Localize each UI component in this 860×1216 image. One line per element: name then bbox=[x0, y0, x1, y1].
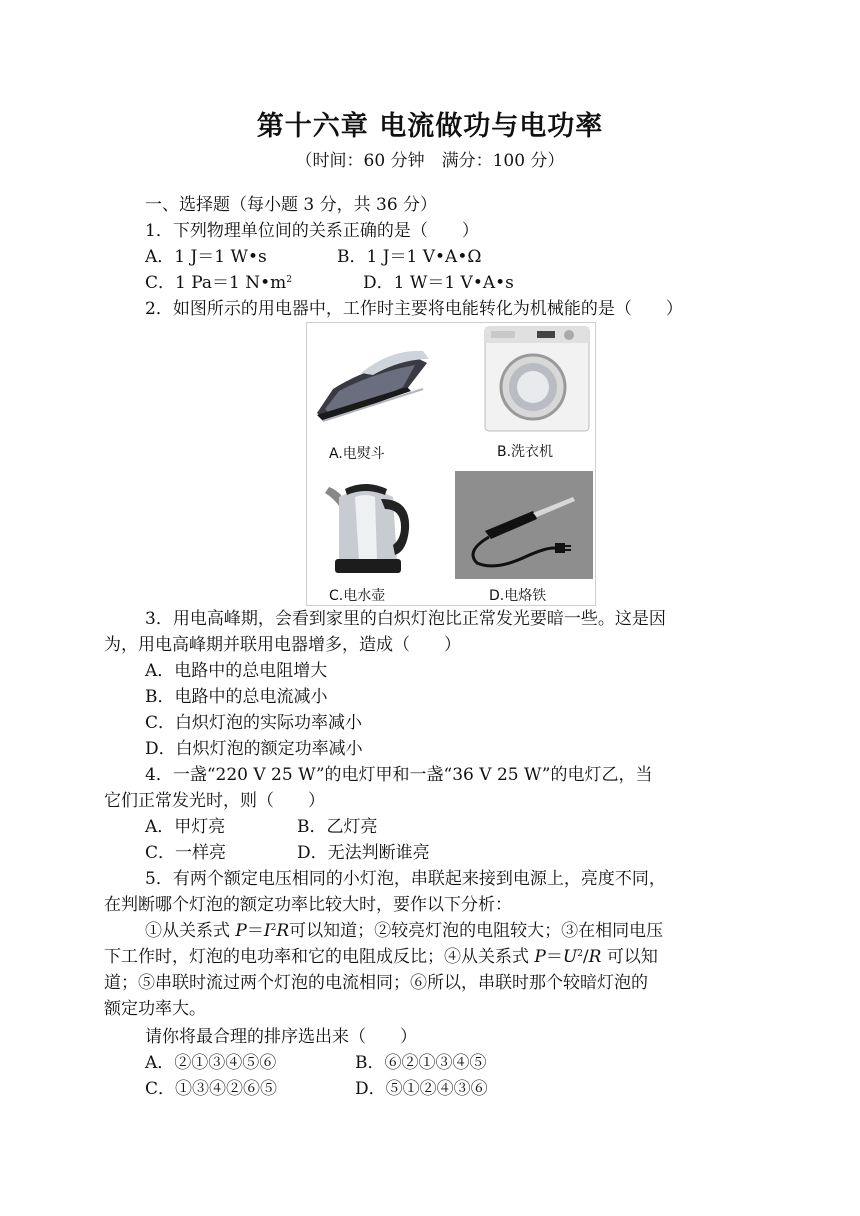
caption-c: C.电水壶 bbox=[329, 588, 386, 604]
q1-option-c: C．1 Pa＝1 $N•m^2$ bbox=[145, 273, 293, 293]
question-1-stem: 1．下列物理单位间的关系正确的是（ ） bbox=[145, 221, 479, 241]
question-3-stem-line2: 为，用电高峰期并联用电器增多，造成（ ） bbox=[104, 635, 461, 655]
q1-option-d: D．1 W＝1 V•A•s bbox=[363, 273, 514, 293]
section-heading: 一、选择题（每小题 3 分，共 36 分） bbox=[145, 195, 438, 215]
q5-option-a: A．②①③④⑤⑥ bbox=[145, 1053, 277, 1073]
caption-b: B.洗衣机 bbox=[497, 444, 554, 460]
q5-option-d: D．⑤①②④③⑥ bbox=[355, 1079, 488, 1099]
q5-analysis-line4: 额定功率大。 bbox=[104, 999, 206, 1019]
q3-option-d: D．白炽灯泡的额定功率减小 bbox=[145, 739, 363, 759]
question-2-stem: 2．如图所示的用电器中，工作时主要将电能转化为机械能的是（ ） bbox=[145, 299, 683, 319]
q3-option-b: B．电路中的总电流减小 bbox=[145, 687, 328, 707]
q3-option-a: A．电路中的总电阻增大 bbox=[145, 661, 328, 681]
question-3-stem-line1: 3．用电高峰期，会看到家里的白炽灯泡比正常发光要暗一些。这是因 bbox=[145, 609, 666, 629]
electric-iron-image bbox=[311, 329, 439, 437]
caption-d: D.电烙铁 bbox=[489, 588, 547, 604]
question-5-stem-line1: 5．有两个额定电压相同的小灯泡，串联起来接到电源上，亮度不同， bbox=[145, 869, 666, 889]
q4-option-b: B．乙灯亮 bbox=[297, 817, 378, 837]
caption-a: A.电熨斗 bbox=[329, 446, 385, 462]
appliance-figure bbox=[306, 322, 596, 606]
question-4-stem-line2: 它们正常发光时，则（ ） bbox=[104, 791, 325, 811]
q1-option-a: A．1 J＝1 W•s bbox=[145, 247, 267, 267]
electric-kettle-image bbox=[315, 469, 415, 579]
question-4-stem-line1: 4．一盏“220 V 25 W”的电灯甲和一盏“36 V 25 W”的电灯乙，当 bbox=[145, 765, 653, 785]
q3-option-c: C．白炽灯泡的实际功率减小 bbox=[145, 713, 363, 733]
q5-analysis-line2: 下工作时，灯泡的电功率和它的电阻成反比；④从关系式 $P=U^2/R$ 可以知 bbox=[104, 947, 658, 967]
soldering-iron-image bbox=[455, 471, 593, 579]
q1-option-b: B．1 J＝1 V•A•Ω bbox=[337, 247, 482, 267]
q4-option-d: D．无法判断谁亮 bbox=[297, 843, 430, 863]
question-5-stem-line2: 在判断哪个灯泡的额定功率比较大时，要作以下分析： bbox=[104, 895, 512, 915]
q4-option-a: A．甲灯亮 bbox=[145, 817, 226, 837]
page-title: 第十六章 电流做功与电功率 bbox=[256, 111, 604, 142]
washing-machine-image bbox=[483, 325, 591, 433]
q5-ask: 请你将最合理的排序选出来（ ） bbox=[145, 1027, 417, 1047]
q4-option-c: C．一样亮 bbox=[145, 843, 227, 863]
q5-option-b: B．⑥②①③④⑤ bbox=[355, 1053, 487, 1073]
q5-analysis-line1: ①从关系式 $P=I^2R$可以知道；②较亮灯泡的电阻较大；③在相同电压 bbox=[145, 921, 664, 941]
q5-analysis-line3: 道；⑤串联时流过两个灯泡的电流相同；⑥所以，串联时那个较暗灯泡的 bbox=[104, 973, 648, 993]
exam-info: （时间：60 分钟 满分：100 分） bbox=[295, 151, 565, 171]
q5-option-c: C．①③④②⑥⑤ bbox=[145, 1079, 278, 1099]
